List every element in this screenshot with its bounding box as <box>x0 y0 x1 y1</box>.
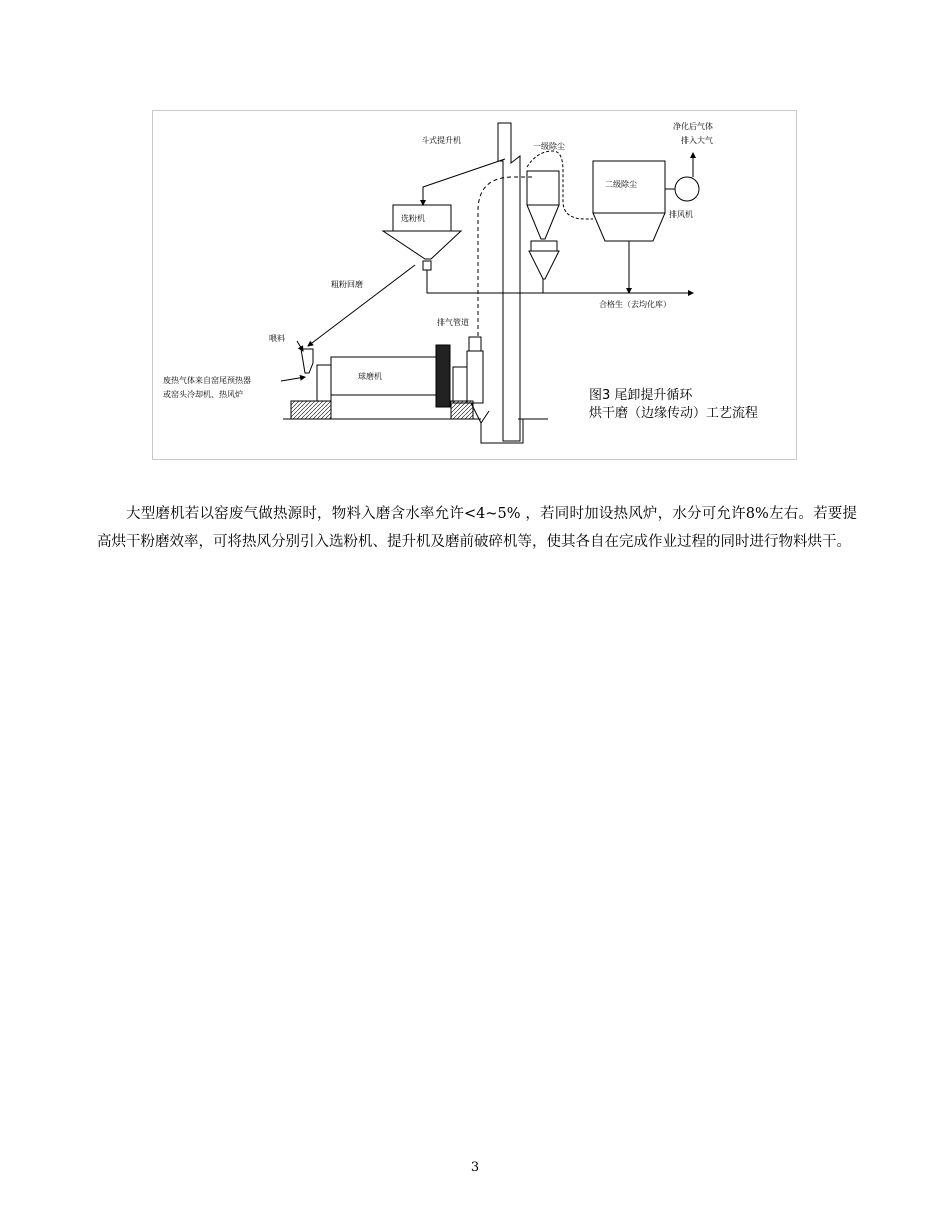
label-bucket-elevator: 斗式提升机 <box>421 136 461 145</box>
discharge-housing <box>467 351 483 403</box>
label-exhaust-duct: 排气管道 <box>437 318 469 327</box>
feed-arrow <box>297 341 303 351</box>
mill-right-trunnion <box>453 367 467 403</box>
label-purified-gas: 净化后气体 <box>673 122 713 131</box>
label-coarse-return: 粗粉回磨 <box>331 280 363 289</box>
label-separator: 选粉机 <box>401 214 425 223</box>
label-product: 合格生（去均化库） <box>599 300 671 309</box>
separator-cone <box>383 231 461 259</box>
label-exhaust-fan: 排风机 <box>669 210 693 219</box>
body-text <box>97 500 857 556</box>
hot-gas-inlet <box>281 377 305 381</box>
bucket-elevator <box>498 123 520 441</box>
mill-left-trunnion <box>317 365 331 401</box>
exhaust-fan <box>675 177 699 201</box>
discharge-chute <box>471 403 489 423</box>
label-primary-dust: 一级除尘 <box>533 142 565 151</box>
exhaust-dashed-duct <box>478 177 533 336</box>
primary-dust-collector <box>527 171 559 205</box>
process-flow-diagram <box>153 111 798 461</box>
label-secondary-dust: 二级除尘 <box>605 180 637 189</box>
figure-frame <box>152 110 797 460</box>
label-to-atmosphere: 排入大气 <box>681 136 713 145</box>
page-number: 3 <box>470 1160 480 1175</box>
feed-chute <box>301 349 313 373</box>
body-paragraph: 大型磨机若以窑废气做热源时，物料入磨含水率允许<4~5% ，若同时加设热风炉，水分可允许8%左右。若要提高烘干粉磨效率，可将热风分别引入选粉机、提升机及磨前破碎机等，使其各自在完成作业过程的同时进行物料烘干。 <box>97 506 857 550</box>
ball-mill-body <box>331 357 436 395</box>
label-ball-mill: 球磨机 <box>358 372 382 381</box>
discharge-duct <box>469 337 481 351</box>
figure-caption-line2: 烘干磨（边缘传动）工艺流程 <box>589 406 759 421</box>
label-hot-gas-1: 废热气体来自窑尾预热器 <box>163 376 251 385</box>
label-feed: 喂料 <box>269 334 285 343</box>
mill-girth-gear <box>436 345 450 407</box>
figure-caption-line1: 图3 尾卸提升循环 <box>589 388 693 403</box>
foundation-left <box>291 401 331 419</box>
foundation-right <box>451 401 473 419</box>
label-hot-gas-2: 或窑头冷却机、热风炉 <box>163 390 243 399</box>
